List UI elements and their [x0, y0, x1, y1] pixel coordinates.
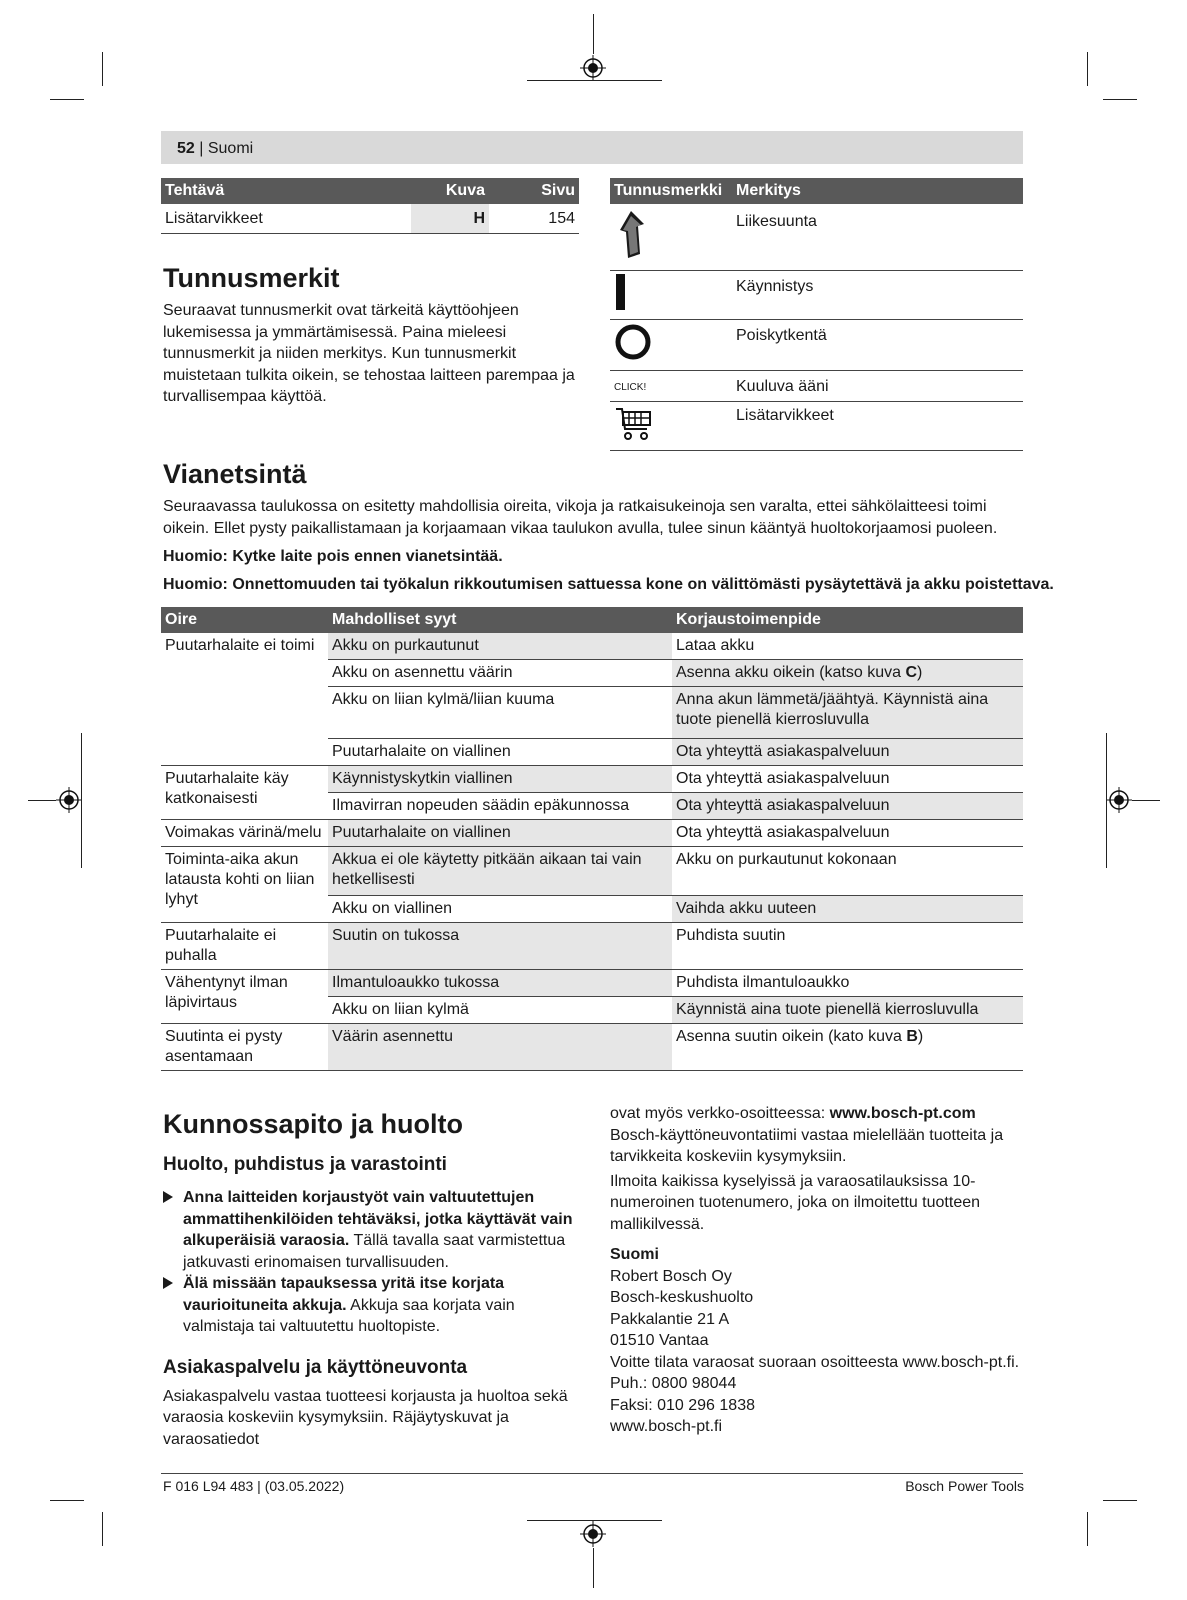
- symptom-cell: Toiminta-aika akun latausta kohti on liian lyhyt: [161, 847, 328, 923]
- remedy-text: ): [917, 664, 923, 681]
- table-row: [161, 766, 1023, 793]
- maintenance-bullet-1: [163, 1187, 577, 1273]
- meaning-cell: Lisätarvikkeet: [732, 402, 1023, 451]
- page-header: 52 | Suomi: [177, 140, 254, 157]
- remedy-cell: Ota yhteyttä asiakaspalveluun: [672, 739, 1023, 766]
- symbols-table: [610, 178, 1023, 451]
- cause-cell: Akku on asennettu väärin: [328, 660, 672, 687]
- table-row: [161, 847, 1023, 896]
- crop-mark: [1106, 733, 1107, 868]
- remedy-cell: Anna akun lämmetä/jäähtyä. Käynnistä aina tuote pienellä kierrosluvulla: [672, 687, 1023, 739]
- figure-cell: H: [411, 204, 489, 234]
- address-line: Bosch-keskushuolto: [610, 1289, 754, 1306]
- cause-cell: Puutarhalaite on viallinen: [328, 739, 672, 766]
- symbol-cell: [610, 271, 732, 320]
- symbols-intro: Seuraavat tunnusmerkit ovat tärkeitä käyttöohjeen lukemisessa ja ymmärtämisessä. Paina mieleesi tunnusmerkit ja niiden merkitys. Kun tunnusmerkit muistetaan tulkita oikein, se tehostaa laitteen parempaa ja turvallisempaa käyttöä.: [163, 302, 575, 405]
- cause-cell: Akku on liian kylmä/liian kuuma: [328, 687, 672, 739]
- cause-header: Mahdolliset syyt: [328, 607, 672, 633]
- contact-text: ovat myös verkko-osoitteessa:: [610, 1105, 830, 1122]
- cause-cell: Puutarhalaite on viallinen: [328, 820, 672, 847]
- meaning-header: Merkitys: [732, 178, 1023, 204]
- symptom-header: Oire: [161, 607, 328, 633]
- power-off-circle-icon: [614, 323, 652, 361]
- page-header-cell: Sivu: [489, 178, 579, 204]
- remedy-cell: Ota yhteyttä asiakaspalveluun: [672, 820, 1023, 847]
- symptom-cell: Voimakas värinä/melu: [161, 820, 328, 847]
- bullet-bold-text: Anna laitteiden korjaustyöt vain valtuutettujen ammattihenkilöiden tehtäväksi, jotka käyttävät vain alkuperäisiä varaosia.: [183, 1189, 573, 1249]
- registration-mark-icon: [580, 1521, 606, 1547]
- crop-mark: [1132, 800, 1160, 801]
- contact-section: [610, 1103, 1023, 1438]
- crop-mark: [102, 52, 103, 86]
- crop-mark: [527, 1520, 662, 1521]
- fax-line: Faksi: 010 296 1838: [610, 1396, 755, 1414]
- symptom-cell: Vähentynyt ilman läpivirtaus: [161, 970, 328, 1024]
- bullet-triangle-icon: [163, 1277, 173, 1289]
- power-on-bar-icon: [614, 274, 628, 310]
- table-row: [161, 633, 1023, 660]
- cause-cell: Käynnistyskytkin viallinen: [328, 766, 672, 793]
- meaning-cell: Kuuluva ääni: [732, 371, 1023, 402]
- phone-line: Puh.: 0800 98044: [610, 1375, 737, 1392]
- crop-mark: [28, 800, 56, 801]
- cause-cell: Akku on liian kylmä: [328, 997, 672, 1024]
- figure-ref: B: [906, 1028, 918, 1045]
- bullet-text: Tällä tavalla saat varmistettua jatkuvasti erinomaisen turvallisuuden.: [183, 1232, 566, 1271]
- footer-doc-id: F 016 L94 483 | (03.05.2022): [163, 1478, 345, 1494]
- cause-cell: Ilmantuloaukko tukossa: [328, 970, 672, 997]
- header-bar: [161, 131, 1023, 164]
- registration-mark-icon: [580, 55, 606, 81]
- figure-header: Kuva: [411, 178, 489, 204]
- address-line: Robert Bosch Oy: [610, 1267, 732, 1285]
- bullet-bold-text: Älä missään tapauksessa yritä itse korjata vaurioituneita akkuja.: [183, 1275, 505, 1314]
- crop-mark: [593, 14, 594, 54]
- website-link[interactable]: www.bosch-pt.fi: [610, 1418, 723, 1435]
- remedy-cell: Puhdista suutin: [672, 923, 1023, 970]
- troubleshooting-table: [161, 607, 1023, 1071]
- remedy-header: Korjaustoimenpide: [672, 607, 1023, 633]
- symptom-cell: Suutinta ei pysty asentamaan: [161, 1024, 328, 1071]
- registration-mark-icon: [56, 787, 82, 813]
- contact-para-2: Bosch-käyttöneuvontatiimi vastaa mielellään tuotteita ja tarvikkeita koskeviin kysymyksiin.: [610, 1126, 1004, 1165]
- cause-cell: Akku on purkautunut: [328, 633, 672, 660]
- cause-cell: Suutin on tukossa: [328, 923, 672, 970]
- figure-ref: C: [905, 664, 918, 681]
- task-cell: Lisätarvikkeet: [161, 204, 411, 234]
- click-sound-icon: CLICK!: [610, 371, 732, 402]
- service-text: Asiakaspalvelu vastaa tuotteesi korjausta ja huoltoa sekä varaosia koskeviin kysymyksiin. Räjäytyskuvat ja varaosatiedot: [163, 1387, 568, 1448]
- remedy-cell: Lataa akku: [672, 633, 1023, 660]
- symbols-title: Tunnusmerkit: [163, 263, 340, 293]
- crop-mark: [527, 80, 662, 81]
- remedy-cell: Käynnistä aina tuote pienellä kierrosluvulla: [672, 997, 1023, 1024]
- meaning-cell: Käynnistys: [732, 271, 1023, 320]
- crop-mark: [50, 99, 84, 100]
- crop-mark: [102, 1512, 103, 1546]
- symptom-cell: Puutarhalaite ei puhalla: [161, 923, 328, 970]
- remedy-text: Asenna akku oikein (katso kuva: [676, 664, 906, 681]
- meaning-cell: Poiskytkentä: [732, 320, 1023, 371]
- contact-continued: [610, 1103, 1023, 1125]
- crop-mark: [1103, 1500, 1137, 1501]
- crop-mark: [1087, 1512, 1088, 1546]
- crop-mark: [1103, 99, 1137, 100]
- address-line: Pakkalantie 21 A: [610, 1310, 730, 1328]
- troubleshooting-title: Vianetsintä: [163, 459, 307, 489]
- bosch-link[interactable]: www.bosch-pt.com: [829, 1105, 976, 1122]
- footer-brand: Bosch Power Tools: [905, 1478, 1024, 1494]
- symptom-cell: Puutarhalaite käy katkonaisesti: [161, 766, 328, 820]
- symbol-cell: [610, 320, 732, 371]
- meaning-cell: Liikesuunta: [732, 204, 1023, 271]
- troubleshooting-note-2: Huomio: Onnettomuuden tai työkalun rikkoutumisen sattuessa kone on välittömästi pysäytettävä ja akku poistettava.: [163, 576, 1054, 593]
- maintenance-section: [163, 1108, 577, 1450]
- contact-para-3: Ilmoita kaikissa kyselyissä ja varaosatilauksissa 10-numeroinen tuotenumero, joka on ilmoitettu tuotteen mallikilvessä.: [610, 1172, 981, 1233]
- symbol-cell: [610, 204, 732, 271]
- address-line: Voitte tilata varaosat suoraan osoitteesta www.bosch-pt.fi.: [610, 1353, 1020, 1371]
- table-row: [161, 1024, 1023, 1071]
- table-row: [161, 923, 1023, 970]
- symbol-header: Tunnusmerkki: [610, 178, 732, 204]
- remedy-cell: Vaihda akku uuteen: [672, 896, 1023, 923]
- arrow-up-icon: [614, 208, 648, 260]
- remedy-text: ): [917, 1028, 924, 1045]
- remedy-cell: [672, 1024, 1023, 1071]
- header-language: Suomi: [207, 140, 254, 157]
- maintenance-subtitle: Huolto, puhdistus ja varastointi: [163, 1154, 447, 1175]
- symptom-cell: Puutarhalaite ei toimi: [161, 633, 328, 766]
- page-cell: 154: [489, 204, 579, 234]
- crop-mark: [1087, 52, 1088, 86]
- maintenance-bullet-2: [163, 1273, 577, 1338]
- remedy-cell: Ota yhteyttä asiakaspalveluun: [672, 766, 1023, 793]
- remedy-text: Asenna suutin oikein (kato kuva: [676, 1028, 907, 1045]
- task-table: [161, 178, 579, 234]
- cause-cell: Väärin asennettu: [328, 1024, 672, 1071]
- table-row: [161, 820, 1023, 847]
- address-line: 01510 Vantaa: [610, 1332, 709, 1349]
- page-number: 52: [177, 140, 195, 157]
- cause-cell: Akkua ei ole käytetty pitkään aikaan tai vain hetkellisesti: [328, 847, 672, 896]
- remedy-cell: Akku on purkautunut kokonaan: [672, 847, 1023, 896]
- table-row: [161, 970, 1023, 997]
- task-header: Tehtävä: [161, 178, 411, 204]
- troubleshooting-intro: Seuraavassa taulukossa on esitetty mahdollisia oireita, vikoja ja ratkaisukeinoja sen varalta, ettei sähkölaitteesi toimi oikein. Ellet pysty paikallistamaan ja korjaamaan vikaa taulukon avulla, tulee sinun kääntyä huoltokorjaamosi puoleen.: [163, 498, 998, 537]
- contact-country: Suomi: [610, 1246, 659, 1263]
- crop-mark: [81, 733, 82, 868]
- shopping-cart-icon: [614, 405, 656, 441]
- remedy-cell: Puhdista ilmantuloaukko: [672, 970, 1023, 997]
- bullet-text: Akkuja saa korjata vain valmistaja tai valtuutettu huoltopiste.: [183, 1296, 515, 1335]
- crop-mark: [593, 1548, 594, 1588]
- registration-mark-icon: [1106, 787, 1132, 813]
- service-title: Asiakaspalvelu ja käyttöneuvonta: [163, 1356, 468, 1378]
- bullet-triangle-icon: [163, 1191, 173, 1203]
- maintenance-title: Kunnossapito ja huolto: [163, 1109, 463, 1139]
- troubleshooting-note-1: Huomio: Kytke laite pois ennen vianetsintää.: [163, 548, 503, 565]
- symbol-cell: [610, 402, 732, 451]
- cause-cell: Ilmavirran nopeuden säädin epäkunnossa: [328, 793, 672, 820]
- crop-mark: [50, 1500, 84, 1501]
- cause-cell: Akku on viallinen: [328, 896, 672, 923]
- remedy-cell: Ota yhteyttä asiakaspalveluun: [672, 793, 1023, 820]
- footer-rule: [161, 1473, 1023, 1474]
- remedy-cell: [672, 660, 1023, 687]
